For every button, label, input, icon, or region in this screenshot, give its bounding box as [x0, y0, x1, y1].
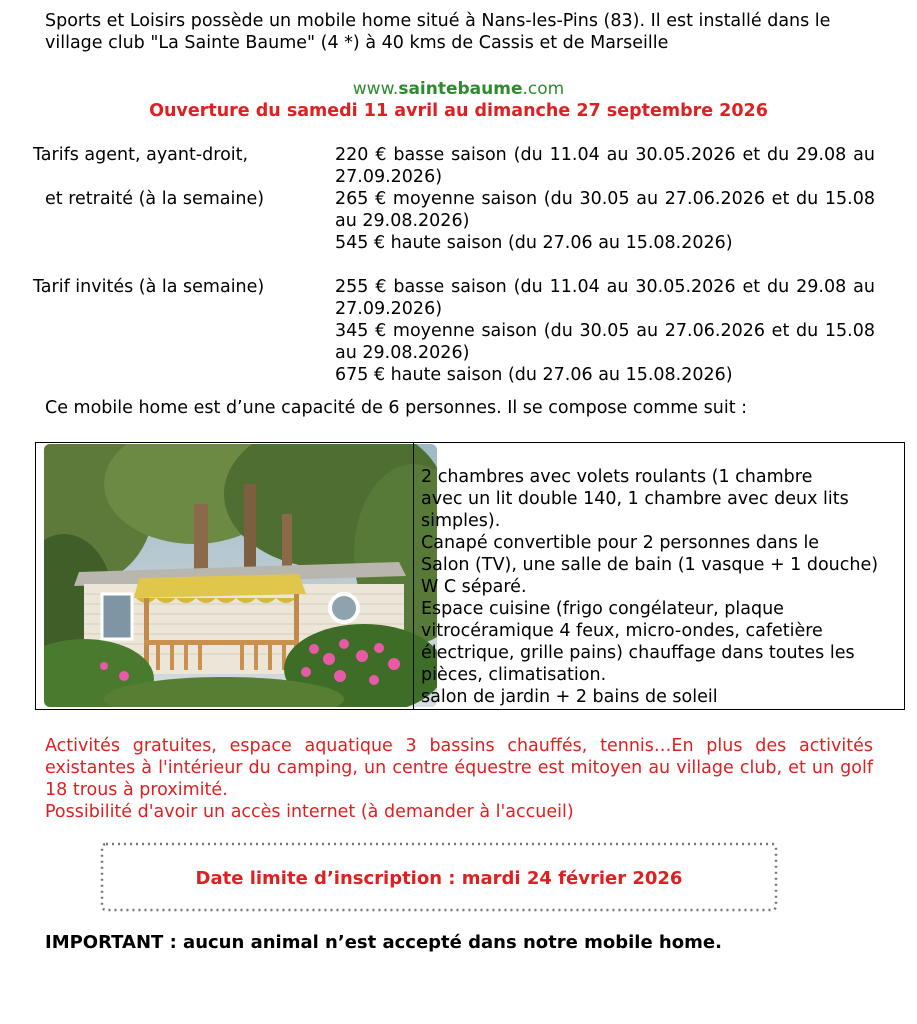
feature-line: vitrocéramique 4 feux, micro-ondes, cafetière [421, 621, 823, 641]
activities-text: Activités gratuites, espace aquatique 3 bassins chauffés, tennis…En plus des activités existantes à l'intérieur du camping, un centre équestre est mitoyen au village club, et un golf 18 trous à proximité. [45, 736, 873, 800]
feature-line: simples). [421, 511, 501, 531]
tarif-agent-low: 220 € basse saison (du 11.04 au 30.05.2026 et du 29.08 au 27.09.2026) [335, 145, 875, 187]
feature-line: électrique, grille pains) chauffage dans toutes les [421, 643, 855, 663]
capacity-text: Ce mobile home est d’une capacité de 6 personnes. Il se compose comme suit : [45, 398, 748, 418]
features-list [421, 466, 901, 708]
feature-line: pièces, climatisation. [421, 665, 607, 685]
tarif-invites-label: Tarif invités (à la semaine) [33, 277, 265, 297]
intro-line-2: village club "La Sainte Baume" (4 *) à 40 kms de Cassis et de Marseille [45, 33, 669, 53]
feature-line: Salon (TV), une salle de bain (1 vasque + 1 douche) [421, 555, 879, 575]
tarif-agent-label-1: Tarifs agent, ayant-droit, [33, 145, 249, 165]
tarif-invites-low: 255 € basse saison (du 11.04 au 30.05.2026 et du 29.08 au 27.09.2026) [335, 277, 875, 319]
feature-line: salon de jardin + 2 bains de soleil [421, 687, 718, 707]
feature-line: W C séparé. [421, 577, 527, 597]
important-notice: IMPORTANT : aucun animal n’est accepté dans notre mobile home. [45, 932, 722, 953]
mobile-home-photo [44, 444, 437, 707]
tarif-invites-high: 675 € haute saison (du 27.06 au 15.08.2026) [335, 365, 733, 385]
tarif-invites-mid: 345 € moyenne saison (du 30.05 au 27.06.2026 et du 15.08 au 29.08.2026) [335, 321, 875, 363]
tarif-agent-label-2: et retraité (à la semaine) [45, 189, 265, 209]
box-divider [413, 442, 414, 710]
opening-dates: Ouverture du samedi 11 avril au dimanche 27 septembre 2026 [149, 101, 768, 121]
feature-line: Canapé convertible pour 2 personnes dans le [421, 533, 820, 553]
activities-section [45, 735, 873, 823]
intro-paragraph [45, 10, 885, 54]
feature-line: 2 chambres avec volets roulants (1 chambre [421, 467, 813, 487]
registration-deadline: Date limite d’inscription : mardi 24 février 2026 [195, 868, 683, 889]
website-link[interactable] [0, 78, 917, 100]
website-suffix: .com [522, 79, 565, 99]
website-prefix: www. [352, 79, 399, 99]
feature-line: avec un lit double 140, 1 chambre avec deux lits [421, 489, 849, 509]
internet-text: Possibilité d'avoir un accès internet (à demander à l'accueil) [45, 802, 574, 822]
tarif-agent-high: 545 € haute saison (du 27.06 au 15.08.2026) [335, 233, 733, 253]
tarif-agent-mid: 265 € moyenne saison (du 30.05 au 27.06.2026 et du 15.08 au 29.08.2026) [335, 189, 875, 231]
website-name: saintebaume [398, 79, 523, 99]
intro-line-1: Sports et Loisirs possède un mobile home situé à Nans-les-Pins (83). Il est installé dans le [45, 11, 831, 31]
feature-line: Espace cuisine (frigo congélateur, plaque [421, 599, 784, 619]
